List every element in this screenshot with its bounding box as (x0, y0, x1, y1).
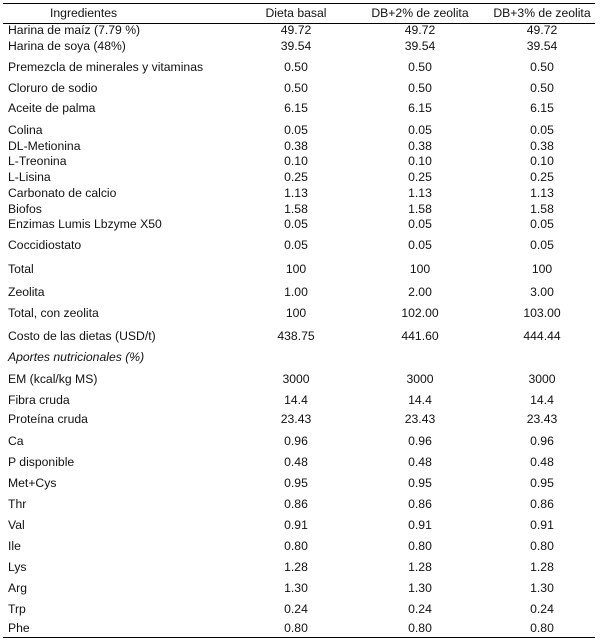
row-label: Total, con zeolita (8, 306, 99, 320)
row-value-basal: 0.24 (284, 602, 308, 616)
row-label: Biofos (8, 202, 42, 216)
row-value-db3: 0.50 (530, 81, 554, 95)
row-value-db3: 0.10 (530, 154, 554, 168)
row-value-basal: 0.50 (284, 60, 308, 74)
row-value-db3: 0.80 (530, 539, 554, 553)
row-value-db3: 0.38 (530, 139, 554, 153)
row-label: EM (kcal/kg MS) (8, 372, 98, 386)
table-row (3, 393, 595, 408)
table-row (3, 560, 595, 575)
row-label: Zeolita (8, 285, 45, 299)
row-value-basal: 1.30 (284, 581, 308, 595)
row-value-db3: 49.72 (526, 23, 558, 37)
table-row (3, 139, 595, 154)
row-label: Aceite de palma (8, 101, 96, 115)
row-value-db3: 0.05 (530, 217, 554, 231)
row-value-db3: 14.4 (530, 393, 554, 407)
row-value-db3: 0.96 (530, 434, 554, 448)
row-value-db3: 1.28 (530, 560, 554, 574)
row-label: Lys (8, 560, 27, 574)
row-value-db2: 0.80 (408, 621, 432, 635)
row-value-basal: 1.13 (284, 186, 308, 200)
table-row (3, 602, 595, 617)
row-value-basal: 3000 (282, 372, 310, 386)
row-value-db2: 1.30 (408, 581, 432, 595)
table-row (3, 23, 595, 38)
table-row (3, 154, 595, 169)
row-label: Costo de las dietas (USD/t) (8, 329, 156, 343)
row-value-db3: 0.05 (530, 123, 554, 137)
table-row (3, 217, 595, 232)
table-row (3, 412, 595, 427)
row-value-basal: 100 (285, 262, 307, 276)
row-value-basal: 0.80 (284, 539, 308, 553)
header-db-3-zeolita: DB+3% de zeolita (493, 6, 591, 20)
row-value-db2: 0.50 (408, 81, 432, 95)
row-value-basal: 0.95 (284, 476, 308, 490)
row-value-db3: 0.95 (530, 476, 554, 490)
row-value-db2: 100 (409, 262, 431, 276)
row-label: Val (8, 518, 25, 532)
row-value-basal: 0.86 (284, 497, 308, 511)
row-value-basal: 14.4 (284, 393, 308, 407)
row-value-db2: 0.38 (408, 139, 432, 153)
table-row (3, 186, 595, 201)
table-row (3, 581, 595, 596)
row-label: Carbonato de calcio (8, 186, 117, 200)
row-label: DL-Metionina (8, 139, 81, 153)
table-row (3, 123, 595, 138)
row-value-db2: 0.80 (408, 539, 432, 553)
row-value-db2: 441.60 (401, 329, 439, 343)
row-value-db2: 3000 (406, 372, 434, 386)
table-row (3, 285, 595, 300)
row-value-db2: 14.4 (408, 393, 432, 407)
row-value-db3: 6.15 (530, 101, 554, 115)
row-label: Cloruro de sodio (8, 81, 98, 95)
row-value-db2: 23.43 (404, 412, 436, 426)
table-row (3, 372, 595, 387)
row-label: Harina de maíz (7.79 %) (8, 23, 141, 37)
row-value-db3: 3.00 (530, 285, 554, 299)
row-value-db2: 0.96 (408, 434, 432, 448)
table-row (3, 455, 595, 470)
row-value-db2: 1.28 (408, 560, 432, 574)
table-row (3, 476, 595, 491)
row-value-basal: 0.48 (284, 455, 308, 469)
row-value-db2: 0.95 (408, 476, 432, 490)
row-value-basal: 0.91 (284, 518, 308, 532)
row-value-db3: 0.25 (530, 170, 554, 184)
row-label: Proteína cruda (8, 412, 88, 426)
row-label: Trp (8, 602, 26, 616)
row-value-db3: 23.43 (526, 412, 558, 426)
row-value-db3: 3000 (528, 372, 556, 386)
row-value-db3: 1.58 (530, 202, 554, 216)
row-value-db3: 39.54 (526, 39, 558, 53)
row-label: Thr (8, 497, 27, 511)
table-row (3, 621, 595, 636)
table-row (3, 262, 595, 277)
table-row (3, 81, 595, 96)
table-row (3, 434, 595, 449)
row-value-basal: 1.28 (284, 560, 308, 574)
row-value-basal: 1.58 (284, 202, 308, 216)
row-value-db2: 6.15 (408, 101, 432, 115)
row-value-db2: 102.00 (401, 306, 439, 320)
table-row (3, 238, 595, 253)
row-value-db3: 444.44 (523, 329, 561, 343)
table-row (3, 539, 595, 554)
table-row (3, 497, 595, 512)
table-row (3, 39, 595, 54)
row-value-basal: 0.96 (284, 434, 308, 448)
row-value-basal: 0.38 (284, 139, 308, 153)
row-value-basal: 6.15 (284, 101, 308, 115)
row-value-basal: 49.72 (280, 23, 312, 37)
table-row (3, 518, 595, 533)
table-row (3, 306, 595, 321)
row-value-basal: 1.00 (284, 285, 308, 299)
row-value-db2: 0.10 (408, 154, 432, 168)
row-value-db2: 0.24 (408, 602, 432, 616)
row-label: L-Lisina (8, 170, 51, 184)
row-value-db2: 39.54 (404, 39, 436, 53)
table-row (3, 101, 595, 116)
row-value-db2: 1.13 (408, 186, 432, 200)
row-label: P disponible (8, 455, 75, 469)
row-value-db2: 49.72 (404, 23, 436, 37)
row-label: Coccidiostato (8, 238, 82, 252)
row-label: Premezcla de minerales y vitaminas (8, 60, 204, 74)
row-label: Enzimas Lumis Lbzyme X50 (8, 217, 162, 231)
row-value-basal: 23.43 (280, 412, 312, 426)
table-row (3, 60, 595, 75)
row-value-db2: 0.05 (408, 123, 432, 137)
row-value-basal: 0.25 (284, 170, 308, 184)
table-row (3, 170, 595, 185)
row-label: Ca (8, 434, 24, 448)
row-value-basal: 0.05 (284, 238, 308, 252)
row-value-db2: 0.05 (408, 238, 432, 252)
header-dieta-basal: Dieta basal (265, 6, 327, 20)
row-value-db2: 1.58 (408, 202, 432, 216)
row-value-db3: 103.00 (523, 306, 561, 320)
row-label: Met+Cys (8, 476, 57, 490)
row-value-basal: 0.50 (284, 81, 308, 95)
row-label: Phe (8, 621, 30, 635)
row-value-basal: 0.10 (284, 154, 308, 168)
row-value-db3: 0.24 (530, 602, 554, 616)
row-value-basal: 438.75 (277, 329, 315, 343)
row-label: Arg (8, 581, 27, 595)
row-value-db2: 0.48 (408, 455, 432, 469)
row-value-db3: 0.80 (530, 621, 554, 635)
row-value-basal: 0.05 (284, 123, 308, 137)
row-value-basal: 0.05 (284, 217, 308, 231)
section-heading-aportes (3, 350, 595, 365)
row-value-db3: 0.86 (530, 497, 554, 511)
row-value-basal: 0.80 (284, 621, 308, 635)
table-header (3, 3, 595, 24)
table-row (3, 202, 595, 217)
row-value-db3: 0.05 (530, 238, 554, 252)
row-value-db2: 0.05 (408, 217, 432, 231)
header-db-2-zeolita: DB+2% de zeolita (371, 6, 469, 20)
row-value-db3: 100 (531, 262, 553, 276)
section-label: Aportes nutricionales (%) (8, 350, 145, 364)
row-value-db3: 1.30 (530, 581, 554, 595)
row-value-db2: 0.86 (408, 497, 432, 511)
row-label: Fibra cruda (8, 393, 70, 407)
header-ingredientes: Ingredientes (50, 6, 118, 20)
row-label: Harina de soya (48%) (8, 39, 126, 53)
table-bottom-rule (3, 637, 595, 638)
row-value-db2: 2.00 (408, 285, 432, 299)
row-value-db3: 1.13 (530, 186, 554, 200)
row-value-db2: 0.91 (408, 518, 432, 532)
table-row (3, 329, 595, 344)
row-label: Total (8, 262, 34, 276)
row-label: Ile (8, 539, 21, 553)
row-value-db2: 0.25 (408, 170, 432, 184)
row-value-db2: 0.50 (408, 60, 432, 74)
row-label: L-Treonina (8, 154, 67, 168)
row-label: Colina (8, 123, 43, 137)
row-value-basal: 100 (285, 306, 307, 320)
row-value-basal: 39.54 (280, 39, 312, 53)
row-value-db3: 0.91 (530, 518, 554, 532)
row-value-db3: 0.50 (530, 60, 554, 74)
row-value-db3: 0.48 (530, 455, 554, 469)
